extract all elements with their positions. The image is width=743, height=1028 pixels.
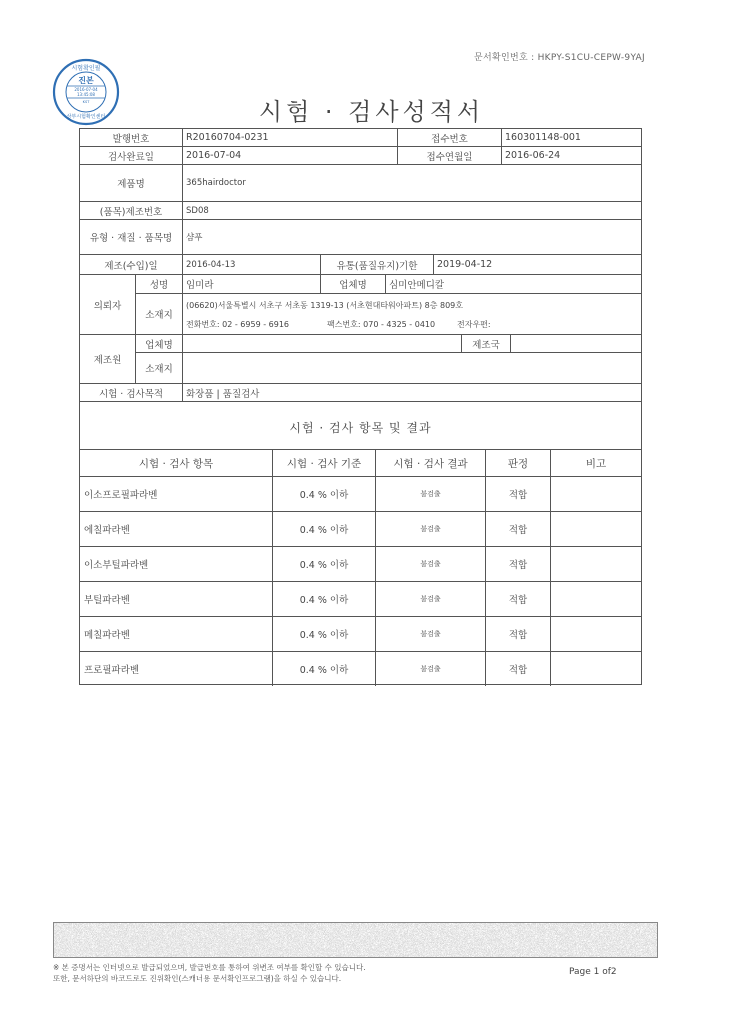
test-done-label: 검사완료일 bbox=[108, 151, 154, 163]
product-value: 365hairdoctor bbox=[186, 178, 246, 188]
result-note bbox=[551, 477, 641, 511]
receipt-no-value: 160301148-001 bbox=[505, 132, 581, 143]
result-verdict: 적합 bbox=[508, 560, 528, 571]
col-header-verdict: 판정 bbox=[507, 457, 529, 470]
lot-label: (품목)제조번호 bbox=[99, 206, 163, 218]
verification-barcode bbox=[53, 922, 658, 958]
client-fax: 팩스번호: 070 - 4325 - 0410 bbox=[327, 319, 436, 329]
result-verdict: 적합 bbox=[508, 595, 528, 606]
footer-line-1: ※ 본 증명서는 인터넷으로 발급되었으며, 발급번호를 통하여 위변조 여부를 확인할 수 있습니다. bbox=[53, 963, 366, 972]
result-note bbox=[551, 512, 641, 546]
result-item: 에칠파라벤 bbox=[84, 525, 130, 536]
result-item: 이소부틸파라벤 bbox=[84, 560, 149, 571]
document-id: 문서확인번호 : HKPY-S1CU-CEPW-9YAJ bbox=[474, 53, 645, 63]
test-report-form bbox=[79, 128, 642, 685]
client-label: 의뢰자 bbox=[93, 300, 122, 312]
result-value: 불검출 bbox=[420, 525, 441, 533]
seal-date: 2016-07-04 bbox=[74, 87, 98, 92]
client-address-value: (06620)서울특별시 서초구 서초동 1319-13 (서초현대타워아파트) 8층 809호 bbox=[186, 300, 463, 310]
result-item: 이소프로필파라벤 bbox=[84, 490, 158, 501]
seal-org: 상부시험확인센터 bbox=[66, 114, 106, 120]
seal-time: 13:45:08 bbox=[77, 92, 95, 97]
results-section-title: 시험 · 검사 항목 및 결과 bbox=[289, 421, 432, 435]
result-item: 프로필파라벤 bbox=[84, 665, 140, 676]
client-address-label: 소재지 bbox=[145, 310, 173, 321]
result-standard: 0.4 % 이하 bbox=[299, 525, 349, 536]
result-value: 불검출 bbox=[420, 665, 441, 673]
receipt-date-value: 2016-06-24 bbox=[505, 150, 561, 161]
result-value: 불검출 bbox=[420, 490, 441, 498]
client-phone: 전화번호: 02 - 6959 - 6916 bbox=[186, 319, 289, 329]
type-label: 유형 · 재질 · 품목명 bbox=[89, 233, 173, 244]
issue-no-label: 발행번호 bbox=[112, 133, 150, 145]
expiry-value: 2019-04-12 bbox=[437, 259, 493, 270]
mfg-date-label: 제조(수입)일 bbox=[104, 260, 158, 272]
result-value: 불검출 bbox=[420, 630, 441, 638]
result-standard: 0.4 % 이하 bbox=[299, 560, 349, 571]
issue-no-value: R20160704-0231 bbox=[186, 132, 269, 143]
seal-ring-text: 시험확인필 bbox=[71, 65, 101, 72]
product-label: 제품명 bbox=[117, 179, 145, 190]
result-standard: 0.4 % 이하 bbox=[299, 490, 349, 501]
client-email: 전자우편: bbox=[457, 319, 491, 329]
result-note bbox=[551, 547, 641, 581]
client-company-label: 업체명 bbox=[339, 280, 367, 291]
result-value: 불검출 bbox=[420, 560, 441, 568]
result-item: 부틸파라벤 bbox=[84, 595, 130, 606]
result-note bbox=[551, 652, 641, 686]
maker-company-label: 업체명 bbox=[145, 339, 173, 351]
test-done-value: 2016-07-04 bbox=[186, 150, 242, 161]
result-note bbox=[551, 617, 641, 651]
col-header-note: 비고 bbox=[585, 457, 607, 470]
seal-zone: KST bbox=[82, 100, 90, 104]
receipt-no-label: 접수번호 bbox=[431, 133, 468, 145]
result-value: 불검출 bbox=[420, 595, 441, 603]
result-note bbox=[551, 582, 641, 616]
purpose-value: 화장품 | 품질검사 bbox=[186, 388, 260, 400]
purpose-label: 시험 · 검사목적 bbox=[98, 388, 164, 400]
mfg-date-value: 2016-04-13 bbox=[186, 259, 236, 270]
result-item: 메칠파라벤 bbox=[84, 630, 130, 641]
seal-center-text: 진본 bbox=[78, 76, 94, 85]
client-name-label: 성명 bbox=[149, 280, 169, 291]
page-title: 시험 · 검사성적서 bbox=[258, 98, 485, 126]
lot-value: SD08 bbox=[186, 205, 209, 216]
result-standard: 0.4 % 이하 bbox=[299, 665, 349, 676]
footer-note bbox=[53, 962, 366, 984]
page-number: Page 1 of2 bbox=[569, 967, 617, 977]
result-standard: 0.4 % 이하 bbox=[299, 630, 349, 641]
result-verdict: 적합 bbox=[508, 665, 528, 676]
type-value: 샴푸 bbox=[186, 233, 203, 243]
col-header-result: 시험 · 검사 결과 bbox=[393, 457, 468, 470]
maker-label: 제조원 bbox=[93, 355, 122, 366]
client-name-value: 임미라 bbox=[186, 280, 214, 291]
result-verdict: 적합 bbox=[508, 490, 528, 501]
col-header-standard: 시험 · 검사 기준 bbox=[286, 457, 362, 470]
expiry-label: 유통(품질유지)기한 bbox=[336, 260, 418, 272]
result-verdict: 적합 bbox=[508, 630, 528, 641]
maker-country-label: 제조국 bbox=[472, 339, 500, 351]
col-header-item: 시험 · 검사 항목 bbox=[138, 457, 214, 470]
receipt-date-label: 접수연월일 bbox=[426, 151, 473, 163]
result-standard: 0.4 % 이하 bbox=[299, 595, 349, 606]
result-verdict: 적합 bbox=[508, 525, 528, 536]
footer-line-2: 또한, 문서하단의 바코드로도 진위확인(스캐너용 문서확인프로그램)을 하실 수 있습니다. bbox=[53, 974, 342, 983]
maker-address-label: 소재지 bbox=[145, 364, 173, 375]
client-company-value: 심미안메디칼 bbox=[389, 280, 445, 291]
